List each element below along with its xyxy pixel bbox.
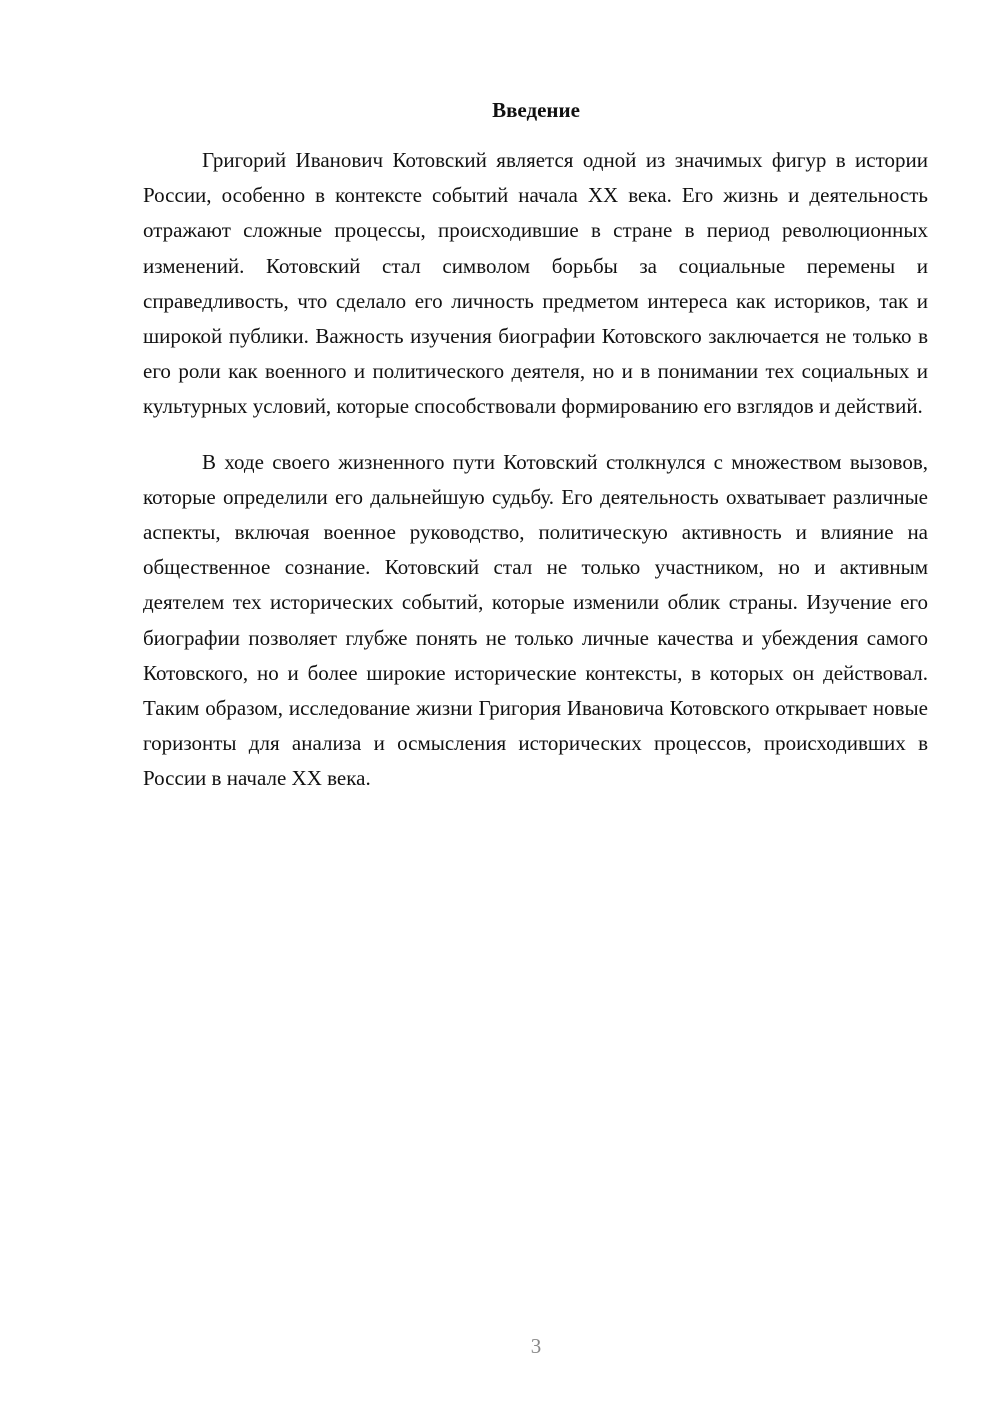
body-text <box>143 143 928 797</box>
paragraph-2: В ходе своего жизненного пути Котовский столкнулся с множеством вызовов, которые определили его дальнейшую судьбу. Его деятельность охватывает различные аспекты, включая военное руководство, политическую активность и влияние на общественное сознание. Котовский стал не только участником, но и активным деятелем тех исторических событий, которые изменили облик страны. Изучение его биографии позволяет глубже понять не только личные качества и убеждения самого Котовского, но и более широкие исторические контексты, в которых он действовал. Таким образом, исследование жизни Григория Ивановича Котовского открывает новые горизонты для анализа и осмысления исторических процессов, происходивших в России в начале XX века. <box>143 449 928 791</box>
page-number: 3 <box>530 1334 542 1358</box>
section-heading: Введение <box>492 98 580 122</box>
paragraph-1: Григорий Иванович Котовский является одной из значимых фигур в истории России, особенно в контексте событий начала XX века. Его жизнь и деятельность отражают сложные процессы, происходившие в стране в период революционных изменений. Котовский стал символом борьбы за социальные перемены и справедливость, что сделало его личность предметом интереса как историков, так и широкой публики. Важность изучения биографии Котовского заключается не только в его роли как военного и политического деятеля, но и в понимании тех социальных и культурных условий, которые способствовали формированию его взглядов и действий. <box>143 148 928 419</box>
